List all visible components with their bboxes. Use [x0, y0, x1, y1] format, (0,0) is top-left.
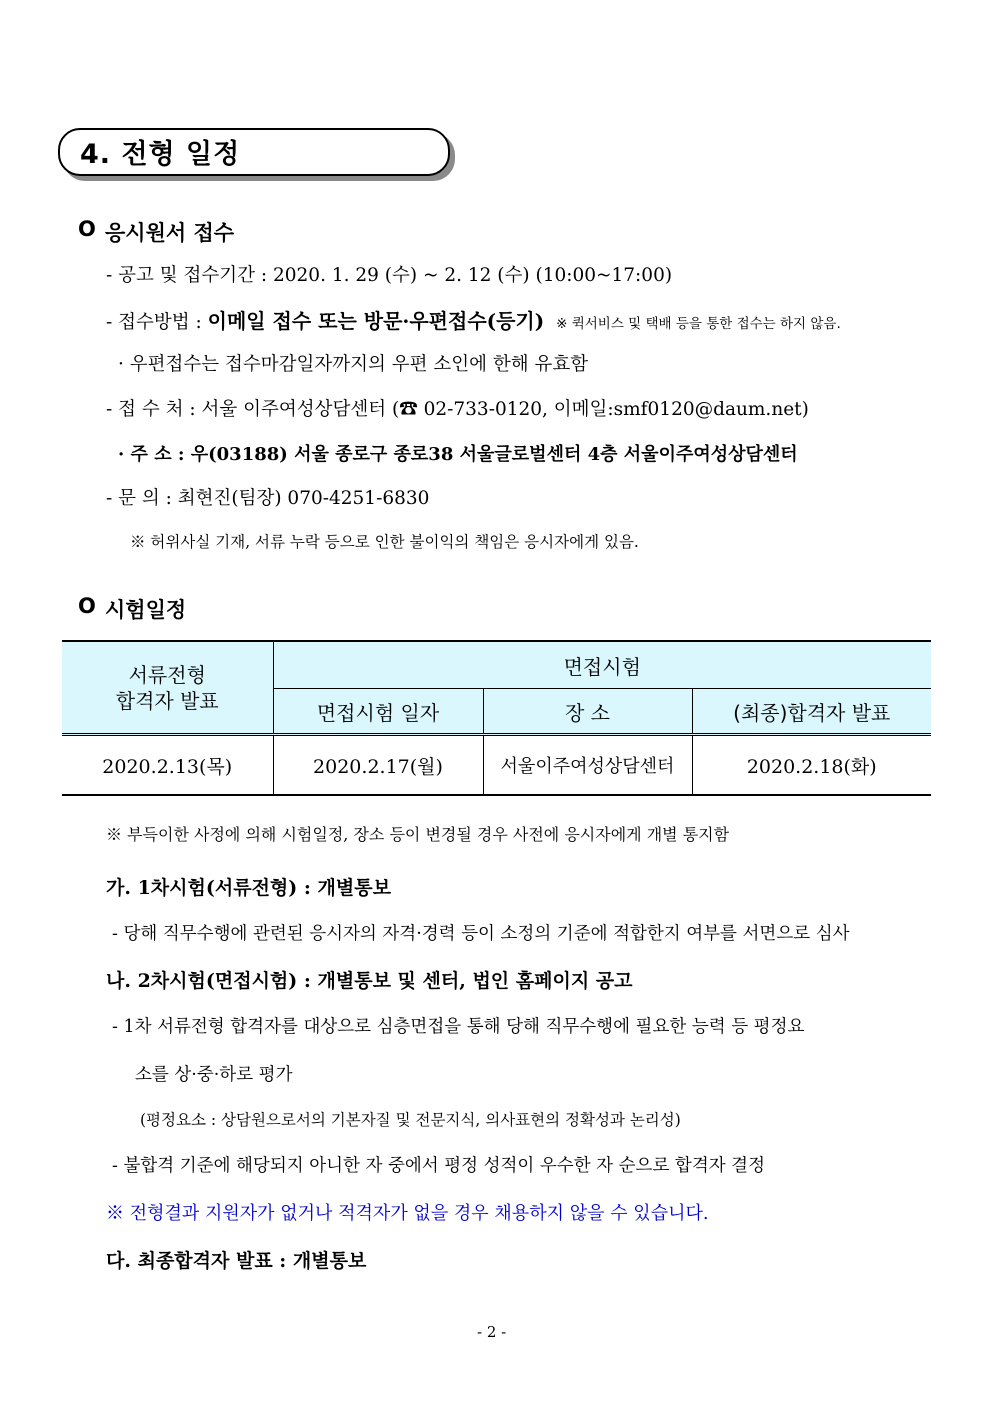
place-cell: 서울이주여성상담센터 — [483, 735, 692, 796]
method-main: 이메일 접수 또는 방문·우편접수(등기) — [207, 309, 545, 333]
method-prefix: - 접수방법 : — [106, 312, 208, 333]
bullet-marker: O — [78, 594, 96, 618]
place-prefix: - 접 수 처 : 서울 이주여성상담센터 ( — [106, 399, 400, 420]
final-date-cell: 2020.2.18(화) — [692, 735, 931, 796]
step-na-title: 나. 2차시험(면접시험) : 개별통보 및 센터, 법인 홈페이지 공고 — [106, 970, 633, 992]
col-place-header: 장 소 — [483, 689, 692, 735]
page-number: - 2 - — [477, 1323, 507, 1341]
application-address: · 주 소 : 우(03188) 서울 종로구 종로38 서울글로벌센터 4층 서울이주여성상담센터 — [118, 444, 798, 465]
application-method — [106, 305, 841, 334]
step-notice: ※ 전형결과 지원자가 없거나 적격자가 없을 경우 채용하지 않을 수 있습니다. — [106, 1203, 709, 1224]
schedule-heading: 시험일정 — [105, 598, 187, 622]
schedule-table — [62, 640, 931, 796]
col-interview-group-header: 면접시험 — [273, 641, 931, 689]
step-na-criteria: (평정요소 : 상담원으로서의 기본자질 및 전문지식, 의사표현의 정확성과 논리성) — [140, 1111, 681, 1129]
step-na-desc-2: 소를 상·중·하로 평가 — [135, 1065, 293, 1085]
col-doc-header: 서류전형 합격자 발표 — [62, 641, 273, 735]
method-note: ※ 퀵서비스 및 택배 등을 통한 접수는 하지 않음. — [556, 316, 841, 332]
section-title: 4. 전형 일정 — [80, 139, 241, 170]
col-interview-date-header: 면접시험 일자 — [273, 689, 483, 735]
col-final-header: (최종)합격자 발표 — [692, 689, 931, 735]
bullet-marker: O — [78, 217, 96, 241]
table-row — [62, 735, 931, 796]
application-inquiry: - 문 의 : 최현진(팀장) 070-4251-6830 — [106, 488, 430, 509]
application-period: - 공고 및 접수기간 : 2020. 1. 29 (수) ~ 2. 12 (수) (10:00~17:00) — [106, 265, 673, 286]
step-na-desc-1: - 1차 서류전형 합격자를 대상으로 심층면접을 통해 당해 직무수행에 필요한 능력 등 평정요 — [112, 1017, 805, 1037]
application-place — [106, 395, 809, 421]
mail-note: · 우편접수는 접수마감일자까지의 우편 소인에 한해 유효함 — [118, 354, 589, 375]
doc-date-cell: 2020.2.13(목) — [62, 735, 273, 796]
interview-date-cell: 2020.2.17(월) — [273, 735, 483, 796]
step-da-title: 다. 최종합격자 발표 : 개별통보 — [106, 1250, 367, 1272]
step-ga-title: 가. 1차시험(서류전형) : 개별통보 — [106, 877, 391, 899]
schedule-note: ※ 부득이한 사정에 의해 시험일정, 장소 등이 변경될 경우 사전에 응시자에게 개별 통지함 — [106, 825, 730, 844]
phone-icon: ☎ — [399, 399, 418, 420]
application-warning: ※ 허위사실 기재, 서류 누락 등으로 인한 불이익의 책임은 응시자에게 있음. — [130, 533, 639, 551]
step-na-fail: - 불합격 기준에 해당되지 아니한 자 중에서 평정 성적이 우수한 자 순으로 합격자 결정 — [112, 1156, 765, 1176]
application-heading: 응시원서 접수 — [105, 221, 235, 245]
place-contact: 02-733-0120, 이메일:smf0120@daum.net) — [417, 399, 809, 420]
step-ga-desc: - 당해 직무수행에 관련된 응시자의 자격·경력 등이 소정의 기준에 적합한지 여부를 서면으로 심사 — [112, 924, 850, 944]
